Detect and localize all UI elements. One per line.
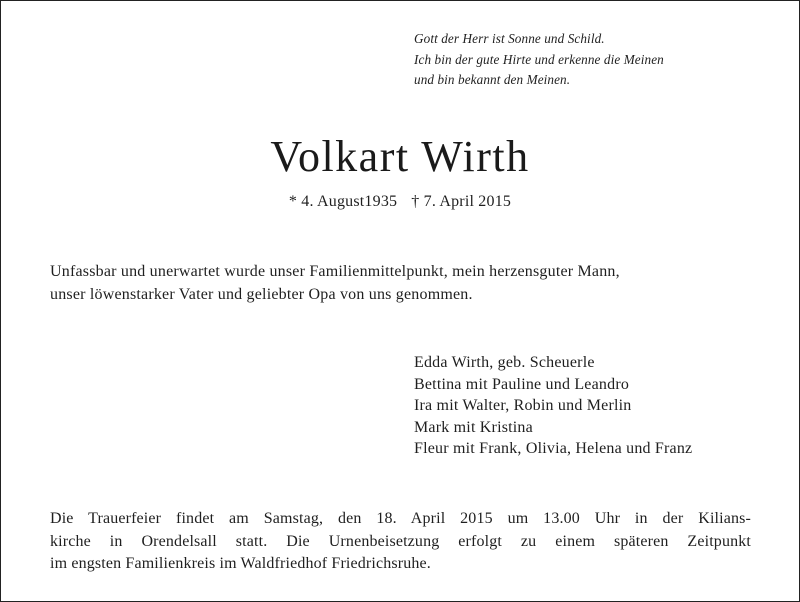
birth-date: * 4. August1935	[288, 193, 398, 210]
announcement-text	[50, 261, 770, 306]
bible-verse	[414, 29, 784, 91]
mourners-list	[414, 352, 784, 460]
funeral-details-line: kirche in Orendelsall statt. Die Urnenbeisetzung erfolgt zu einem späteren Zeitpunkt	[50, 532, 751, 550]
deceased-name: Volkart Wirth	[270, 132, 530, 181]
bible-verse-line: und bin bekannt den Meinen.	[414, 72, 571, 87]
announcement-line: Unfassbar und unerwartet wurde unser Familienmittelpunkt, mein herzensguter Mann,	[50, 263, 620, 280]
mourner-entry: Edda Wirth, geb. Scheuerle	[414, 354, 595, 371]
bible-verse-line: Ich bin der gute Hirte und erkenne die Meinen	[414, 51, 664, 67]
announcement-line: unser löwenstarker Vater und geliebter Opa von uns genommen.	[50, 285, 473, 303]
funeral-details-line: Die Trauerfeier findet am Samstag, den 18. April 2015 um 13.00 Uhr in der Kilians-	[50, 510, 751, 527]
mourner-entry: Mark mit Kristina	[414, 418, 533, 436]
mourner-entry: Fleur mit Frank, Olivia, Helena und Franz	[414, 440, 693, 457]
mourner-entry: Ira mit Walter, Robin und Merlin	[414, 397, 632, 414]
funeral-details-line: im engsten Familienkreis im Waldfriedhof Friedrichsruhe.	[50, 555, 431, 572]
bible-verse-line: Gott der Herr ist Sonne und Schild.	[414, 31, 605, 46]
mourner-entry: Bettina mit Pauline und Leandro	[414, 375, 630, 393]
funeral-details	[50, 508, 751, 576]
death-date: † 7. April 2015	[411, 193, 512, 210]
life-dates	[0, 191, 800, 213]
